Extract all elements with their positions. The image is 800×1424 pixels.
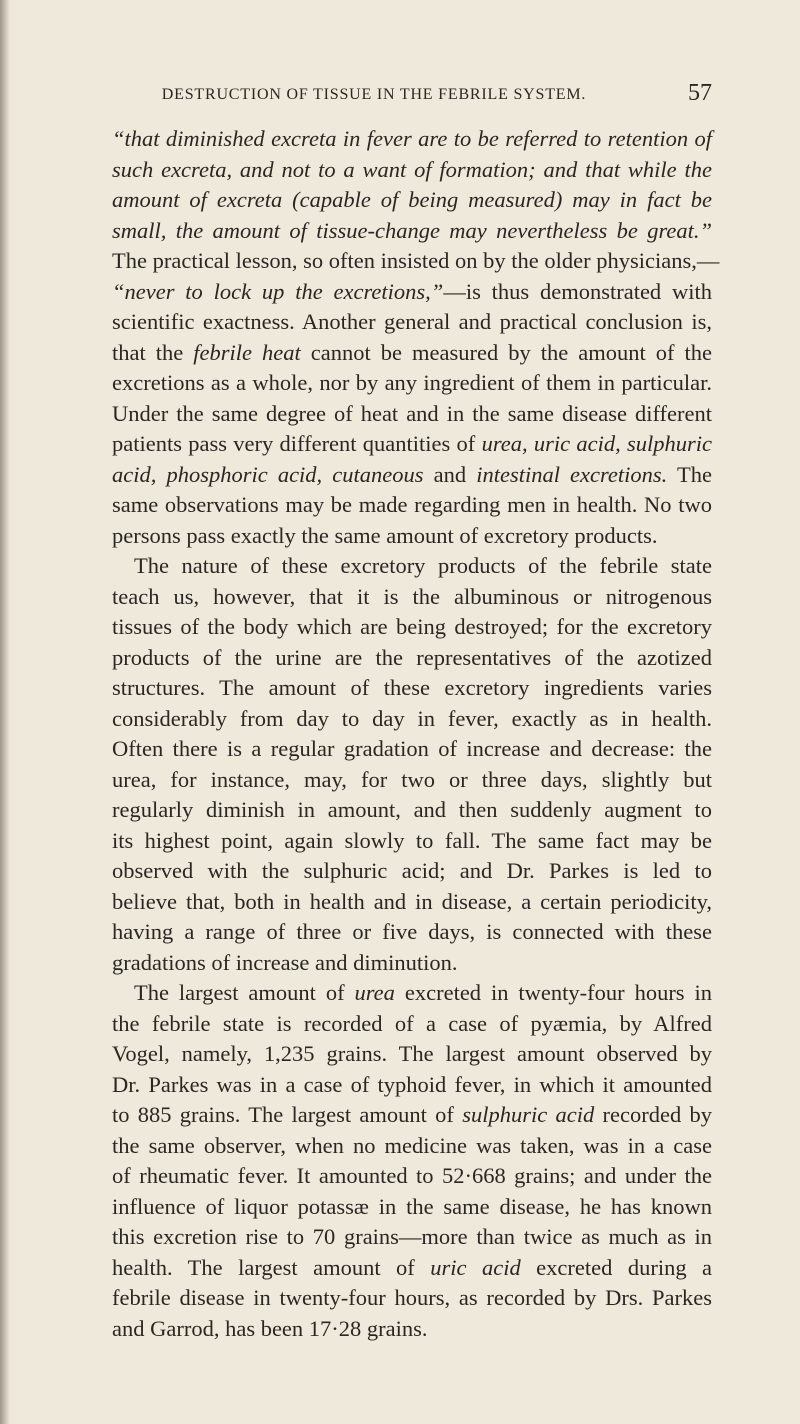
text-line xyxy=(112,429,712,460)
text-run: Vogel, namely, 1,235 grains. The largest amount observed by xyxy=(112,1041,712,1066)
text-line xyxy=(112,673,712,704)
text-line xyxy=(112,399,712,430)
text-run: considerably from day to day in fever, exactly as in health. xyxy=(112,705,712,731)
text-line xyxy=(112,490,712,521)
text-line xyxy=(112,734,712,765)
text-run: The practical lesson, so often insisted on by the older physicians,— xyxy=(112,248,720,273)
text-line xyxy=(112,1222,712,1253)
text-run: cannot be measured by the amount of the xyxy=(300,339,712,365)
text-line xyxy=(112,1314,712,1345)
italic-text: urea, uric acid, sulphuric xyxy=(481,431,712,456)
text-line xyxy=(112,826,712,857)
text-line xyxy=(112,307,712,338)
text-line xyxy=(112,246,720,277)
text-run: scientific exactness. Another general and practical conclusion is, xyxy=(112,309,712,334)
italic-text: febrile heat xyxy=(193,339,301,365)
text-line xyxy=(112,1039,712,1070)
paragraph xyxy=(112,978,712,1344)
page-number: 57 xyxy=(688,80,712,106)
text-line xyxy=(112,460,712,491)
text-line xyxy=(112,765,712,796)
paragraph xyxy=(112,551,712,978)
text-line xyxy=(112,185,712,216)
text-line xyxy=(112,582,712,613)
text-run: to 885 grains. The largest amount of xyxy=(112,1102,463,1127)
text-line xyxy=(112,1161,712,1192)
italic-text: “that diminished excreta in fever are to be referred to retention of xyxy=(112,126,712,151)
text-run: same observations may be made regarding men in health. No two xyxy=(112,492,712,517)
text-line xyxy=(112,704,712,735)
italic-text: urea xyxy=(354,980,395,1005)
italic-text: amount of excreta (capable of being measured) may in fact be xyxy=(112,187,712,212)
text-run: structures. The amount of these excretory ingredients varies xyxy=(112,675,712,700)
text-line xyxy=(112,1253,712,1284)
text-run: excretions as a whole, nor by any ingredient of them in particular. xyxy=(112,370,712,395)
text-run: having a range of three or five days, is connected with these xyxy=(112,919,712,944)
text-run: this excretion rise to 70 grains—more than twice as much as in xyxy=(112,1224,712,1249)
text-line xyxy=(112,216,712,247)
text-line xyxy=(112,948,712,979)
text-run: Under the same degree of heat and in the same disease different xyxy=(112,400,712,426)
text-run: excreted during a xyxy=(520,1254,713,1280)
text-line xyxy=(112,887,712,918)
text-run: Dr. Parkes was in a case of typhoid fever, in which it amounted xyxy=(112,1071,712,1097)
text-line xyxy=(112,1100,712,1131)
text-run: The xyxy=(667,461,712,487)
text-line xyxy=(112,551,712,582)
text-line xyxy=(112,1070,712,1101)
italic-text: small, the amount of tissue-change may nevertheless be great.” xyxy=(112,217,712,243)
book-page xyxy=(112,80,720,1344)
italic-text: sulphuric acid xyxy=(462,1102,595,1127)
text-line xyxy=(112,1131,712,1162)
text-run: patients pass very different quantities of xyxy=(112,431,482,456)
text-run: febrile disease in twenty-four hours, as recorded by Drs. Parkes xyxy=(112,1285,712,1310)
text-line xyxy=(112,521,712,552)
text-line xyxy=(112,155,712,186)
italic-text: acid, phosphoric acid, cutaneous xyxy=(112,461,424,487)
text-run: urea, for instance, may, for two or three days, slightly but xyxy=(112,766,712,792)
text-run: recorded by xyxy=(594,1102,712,1127)
text-line xyxy=(112,643,712,674)
text-line xyxy=(112,1283,712,1314)
italic-text: uric acid xyxy=(430,1254,521,1280)
text-run: the same observer, when no medicine was taken, was in a case xyxy=(112,1132,712,1158)
italic-text: such excreta, and not to a want of formation; and that while the xyxy=(112,156,712,182)
italic-text: “never to lock up the excretions,” xyxy=(112,278,444,304)
text-run: influence of liquor potassæ in the same disease, he has known xyxy=(112,1193,712,1219)
running-head xyxy=(112,82,712,118)
text-line xyxy=(112,856,712,887)
text-run: regularly diminish in amount, and then suddenly augment to xyxy=(112,797,712,822)
text-run: and Garrod, has been 17·28 grains. xyxy=(112,1315,428,1341)
text-run: gradations of increase and diminution. xyxy=(112,949,458,975)
text-line xyxy=(112,277,712,308)
italic-text: intestinal excretions. xyxy=(476,461,668,487)
text-run: of rheumatic fever. It amounted to 52·668 grains; and under the xyxy=(112,1163,712,1188)
text-run: that the xyxy=(112,339,194,365)
text-run: health. The largest amount of xyxy=(112,1254,431,1280)
text-run: The largest amount of xyxy=(134,980,355,1005)
text-line xyxy=(112,124,712,155)
text-line xyxy=(112,368,712,399)
text-line xyxy=(112,795,712,826)
text-run: teach us, however, that it is the albuminous or nitrogenous xyxy=(112,583,712,609)
text-line xyxy=(112,338,712,369)
text-line xyxy=(112,612,712,643)
text-run: excreted in twenty-four hours in xyxy=(394,980,712,1005)
text-run: Often there is a regular gradation of increase and decrease: the xyxy=(112,736,712,761)
text-run: and xyxy=(423,461,477,487)
text-run: believe that, both in health and in disease, a certain periodicity, xyxy=(112,888,712,914)
text-run: persons pass exactly the same amount of excretory products. xyxy=(112,522,658,548)
text-run: tissues of the body which are being destroyed; for the excretory xyxy=(112,614,712,639)
text-line xyxy=(112,978,712,1009)
text-run: its highest point, again slowly to fall. The same fact may be xyxy=(112,827,712,853)
text-run: —is thus demonstrated with xyxy=(443,278,712,304)
binding-edge xyxy=(0,0,10,1424)
paragraph xyxy=(112,124,720,551)
running-head-title: DESTRUCTION OF TISSUE IN THE FEBRILE SYSTEM. xyxy=(161,86,587,103)
text-line xyxy=(112,1009,712,1040)
text-run: products of the urine are the representatives of the azotized xyxy=(112,644,712,670)
text-run: the febrile state is recorded of a case of pyæmia, by Alfred xyxy=(112,1010,712,1036)
text-run: The nature of these excretory products of the febrile state xyxy=(134,553,712,578)
text-line xyxy=(112,917,712,948)
body-text xyxy=(112,124,720,1344)
text-run: observed with the sulphuric acid; and Dr. Parkes is led to xyxy=(112,858,712,883)
text-line xyxy=(112,1192,712,1223)
